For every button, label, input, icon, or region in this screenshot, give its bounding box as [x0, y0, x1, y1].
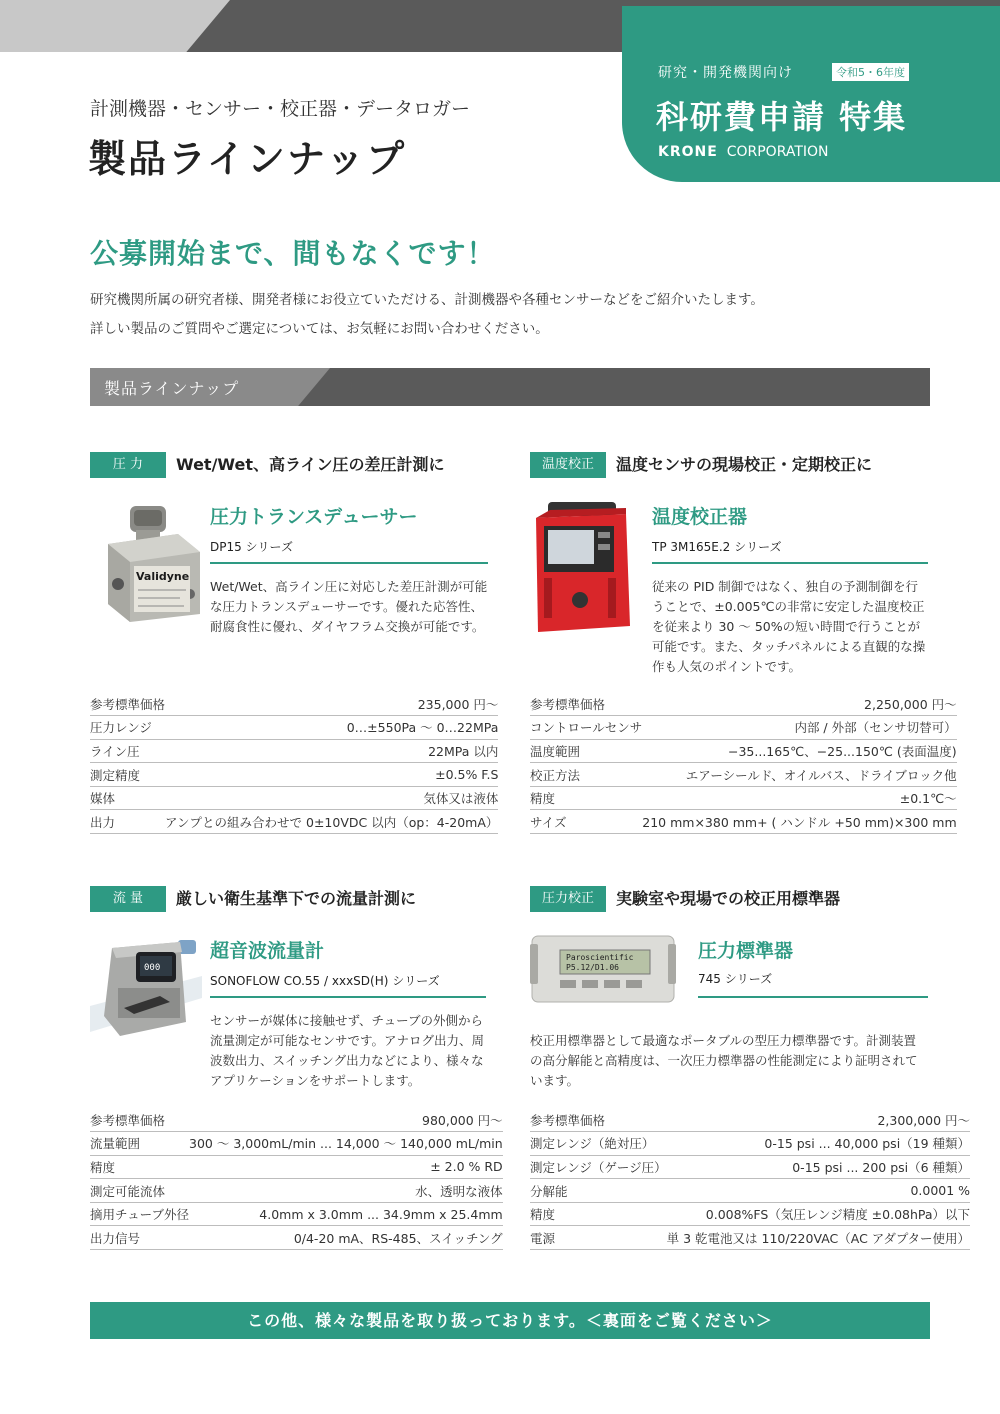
- table-row: 測定精度 ±0.5% F.S: [90, 763, 498, 787]
- page-subtitle: 計測機器・センサー・校正器・データロガー: [90, 98, 471, 120]
- headline: 公募開始まで、間もなくです！: [90, 237, 496, 270]
- section-title: 製品ラインナップ: [104, 379, 240, 398]
- category-badge: 温度校正: [530, 452, 606, 478]
- table-row: 温度範囲 −35...165℃、−25...150℃ (表面温度): [530, 739, 957, 763]
- table-row: 精度 ±0.1℃〜: [530, 786, 957, 810]
- table-row: 電源 単 3 乾電池又は 110/220VAC（AC アダプター使用）: [530, 1226, 970, 1250]
- product-series: TP 3M165E.2 シリーズ: [652, 540, 782, 554]
- table-row: 媒体 気体又は液体: [90, 786, 498, 810]
- flowmeter-image: [90, 936, 202, 1052]
- table-row: 校正方法 エアーシールド、オイルバス、ドライブロック他: [530, 763, 957, 787]
- table-row: 摘用チューブ外径 4.0mm x 3.0mm ... 34.9mm x 25.4mm: [90, 1202, 503, 1226]
- table-row: 測定レンジ（ゲージ圧） 0-15 psi ... 200 psi（6 種類）: [530, 1155, 970, 1179]
- product-series: SONOFLOW CO.55 / xxxSD(H) シリーズ: [210, 974, 440, 988]
- product-pressure-standard: [530, 886, 971, 1256]
- year-badge: 令和5・6年度: [832, 63, 909, 81]
- spec-table: [90, 692, 498, 834]
- table-row: 参考標準価格 2,300,000 円〜: [530, 1108, 970, 1132]
- product-lead: 厳しい衛生基準下での流量計測に: [176, 889, 417, 908]
- product-name: 圧力標準器: [698, 940, 794, 962]
- company-name: KRONE CORPORATION: [658, 144, 829, 160]
- table-row: コントロールセンサ 内部 / 外部（センサ切替可）: [530, 716, 957, 740]
- product-description: センサーが媒体に接触せず、チューブの外側から流量測定が可能なセンサです。アナログ出力、周波数出力、スイッチング出力などにより、様々なアプリケーションをサポートします。: [210, 1013, 485, 1088]
- divider: [698, 996, 928, 998]
- divider: [210, 996, 486, 998]
- table-row: 流量範囲 300 〜 3,000mL/min ... 14,000 〜 140,000 mL/min: [90, 1132, 503, 1156]
- product-description: 校正用標準器として最適なポータブルの型圧力標準器です。計測装置の高分解能と高精度は、一次圧力標準器の性能測定により証明されています。: [530, 1033, 918, 1088]
- section-header: [90, 368, 930, 406]
- table-row: 分解能 0.0001 %: [530, 1179, 970, 1203]
- spec-table: [530, 1108, 970, 1250]
- table-row: 参考標準価格 235,000 円〜: [90, 692, 498, 716]
- table-row: 圧力レンジ 0…±550Pa 〜 0…22MPa: [90, 716, 498, 740]
- product-temperature-calibrator: [530, 452, 957, 842]
- product-lead: Wet/Wet、高ライン圧の差圧計測に: [176, 455, 445, 474]
- product-name: 圧力トランスデューサー: [210, 506, 418, 528]
- table-row: 精度 ± 2.0 % RD: [90, 1155, 503, 1179]
- product-pressure-transducer: [90, 452, 499, 842]
- footer-banner: この他、様々な製品を取り扱っております。＜裏面をご覧ください＞: [90, 1302, 930, 1339]
- table-row: 精度 0.008%FS（気圧レンジ精度 ±0.08hPa）以下: [530, 1202, 970, 1226]
- divider: [210, 562, 488, 564]
- feature-title: 科研費申請 特集: [656, 98, 908, 136]
- svg-text:000: 000: [144, 963, 161, 973]
- page-title: 製品ラインナップ: [88, 136, 407, 181]
- product-series: DP15 シリーズ: [210, 540, 293, 554]
- product-ultrasonic-flowmeter: [90, 886, 503, 1256]
- category-badge: 圧 力: [90, 452, 166, 478]
- target-audience: 研究・開発機関向け: [658, 65, 793, 81]
- category-badge: 圧力校正: [530, 886, 606, 912]
- product-lead: 温度センサの現場校正・定期校正に: [616, 455, 873, 474]
- product-name: 超音波流量計: [210, 940, 325, 962]
- feature-panel: [622, 6, 1000, 182]
- divider: [652, 562, 928, 564]
- table-row: サイズ 210 mm×380 mm+ ( ハンドル +50 mm)×300 mm: [530, 810, 957, 834]
- product-lead: 実験室や現場での校正用標準器: [616, 889, 841, 908]
- intro-text: 研究機関所属の研究者様、開発者様にお役立ていただける、計測機器や各種センサーなどをご紹介いたします。 詳しい製品のご質問やご選定については、お気軽にお問い合わせください。: [90, 292, 764, 337]
- category-badge: 流 量: [90, 886, 166, 912]
- table-row: 出力 アンプとの組み合わせで 0±10VDC 以内（op：4-20mA）: [90, 810, 498, 834]
- table-row: 測定可能流体 水、透明な液体: [90, 1179, 503, 1203]
- spec-table: [530, 692, 957, 834]
- table-row: 参考標準価格 980,000 円〜: [90, 1108, 503, 1132]
- table-row: 測定レンジ（絶対圧） 0-15 psi ... 40,000 psi（19 種類）: [530, 1132, 970, 1156]
- calibrator-image: [530, 500, 632, 636]
- spec-table: [90, 1108, 503, 1250]
- pressure-standard-image: [530, 934, 676, 1006]
- transducer-image: [100, 504, 210, 624]
- product-series: 745 シリーズ: [698, 972, 773, 986]
- table-row: ライン圧 22MPa 以内: [90, 739, 498, 763]
- product-name: 温度校正器: [652, 506, 748, 528]
- product-description: Wet/Wet、高ライン圧に対応した差圧計測が可能な圧力トランスデューサーです。優れた応答性、耐腐食性に優れ、ダイヤフラム交換が可能です。: [210, 579, 488, 634]
- svg-text:Paroscientific: Paroscientific: [566, 953, 634, 962]
- svg-text:Validyne: Validyne: [136, 570, 190, 583]
- svg-text:P5.12/D1.06: P5.12/D1.06: [566, 963, 619, 972]
- product-description: 従来の PID 制御ではなく、独自の予測制御を行うことで、±0.005℃の非常に安定した温度校正を従来より 30 〜 50%の短い時間で行うことが可能です。また、タッチパネルによる直観的な操作も人気のポイントです。: [652, 579, 926, 674]
- table-row: 参考標準価格 2,250,000 円〜: [530, 692, 957, 716]
- table-row: 出力信号 0/4-20 mA、RS-485、スイッチング: [90, 1226, 503, 1250]
